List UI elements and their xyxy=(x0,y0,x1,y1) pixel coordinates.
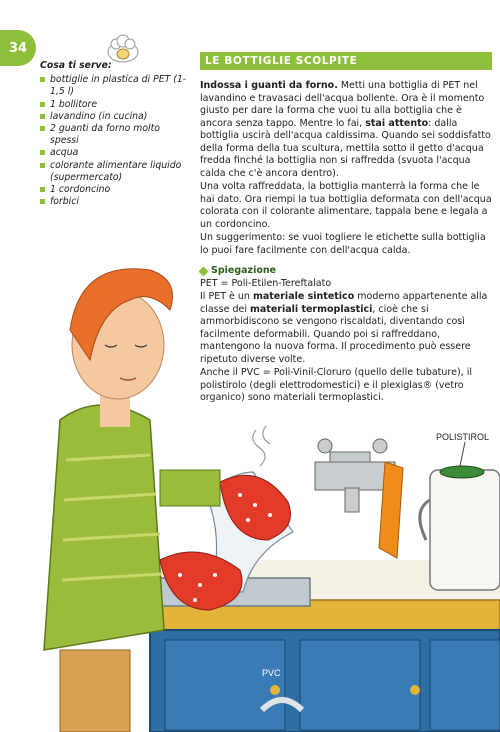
bold-term: materiale sintetico xyxy=(252,291,355,302)
requirements-box xyxy=(40,60,190,208)
kettle xyxy=(420,466,500,590)
label-pvc: PVC xyxy=(262,668,281,678)
list-item: 2 guanti da forno molto spessi xyxy=(40,123,190,147)
list-item: lavandino (in cucina) xyxy=(40,111,190,123)
bold-term: materiali termoplastici xyxy=(249,303,373,315)
paragraph-other-plastics: Anche il PVC = Poli-Vinil-Cloruro (quello delle tubature), il polistirolo (degli elettrodomestici) e il plexiglas® (vetro organico) sono materiali termoplastici. xyxy=(200,367,472,403)
paragraph-tip: Un suggerimento: se vuoi togliere le etichette sulla bottiglia lo puoi fare facilmente con dell'acqua calda. xyxy=(200,232,486,256)
illustration xyxy=(0,250,500,732)
text: Metti una bottiglia di PET nel lavandino e travasaci dell'acqua bollente. Ora è il momento giusto per dare la forma che vuoi tu alla bottiglia che è ancora senza tappo. Mentre lo fai, xyxy=(200,80,485,129)
article-title: LE BOTTIGLIE SCOLPITE xyxy=(205,54,358,67)
article-header xyxy=(200,52,492,70)
label-polistirolo: POLISTIROL xyxy=(436,432,490,442)
text: , cioè che si ammorbidiscono se vengono riscaldati, diventando così facilmente deformabili. Quando poi si raffreddano, mantengono la nuova forma. Il procedimento può essere ripetuto diverse volte. xyxy=(200,303,471,365)
list-item: 1 cordoncino xyxy=(40,184,190,196)
list-item: colorante alimentare liquido (supermercato) xyxy=(40,160,190,184)
paragraph-cooling: Una volta raffreddata, la bottiglia manterrà la forma che le hai dato. Ora riempi la tua bottiglia deformata con dell'acqua colorata con il colorante alimentare, tappala bene e legala a un cordoncino. xyxy=(200,181,492,230)
text: : dalla bottiglia uscirà dell'acqua caldissima. Quando sei soddisfatto della forma della tua scultura, mettila sotto il getto d'acqua fredda finché la bottiglia non si raffredda (svuota l'acqua calda che c'è ancora dentro). xyxy=(200,117,491,179)
bold-warning: stai attento xyxy=(365,117,429,129)
paragraph-instructions xyxy=(200,80,492,180)
bold-lead: Indossa i guanti da forno. xyxy=(200,80,338,91)
list-item: 1 bollitore xyxy=(40,99,190,111)
explanation-title: Spiegazione xyxy=(211,265,277,276)
text: moderno appartenente alla classe dei xyxy=(200,291,488,315)
pet-definition: PET = Poli-Etilen-Tereftalato xyxy=(200,277,332,289)
requirements-title: Cosa ti serve: xyxy=(40,60,112,71)
page-number: 34 xyxy=(0,30,36,66)
requirements-list xyxy=(40,74,190,208)
list-item: bottiglie in plastica di PET (1-1,5 l) xyxy=(40,74,190,98)
list-item: forbici xyxy=(40,196,190,208)
list-item: acqua xyxy=(40,147,190,159)
text: Il PET è un xyxy=(200,291,253,302)
